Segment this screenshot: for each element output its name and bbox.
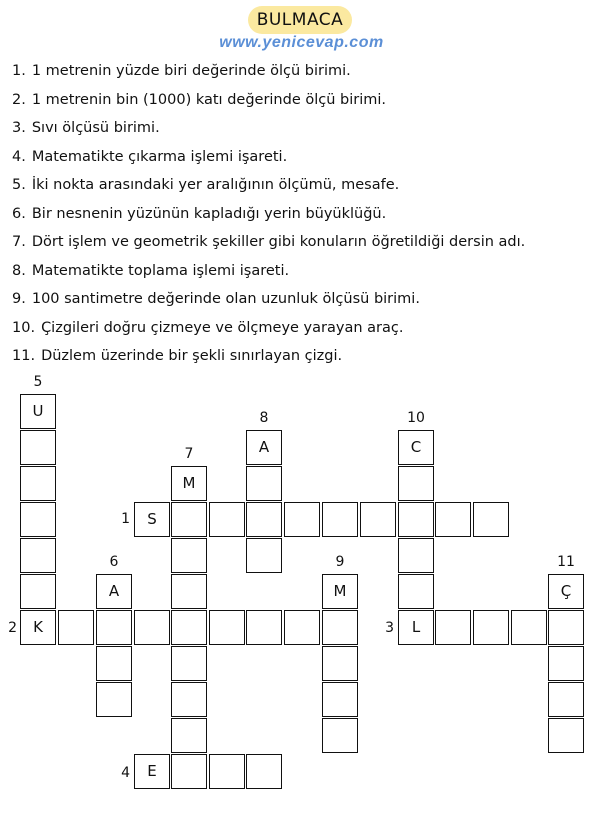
grid-cell[interactable] (246, 754, 282, 789)
clue-number: 2. (12, 91, 26, 108)
grid-cell[interactable] (548, 610, 584, 645)
grid-cell[interactable]: K (20, 610, 56, 645)
grid-cell[interactable] (209, 610, 245, 645)
clue-text: İki nokta arasındaki yer aralığının ölçümü, mesafe. (31, 177, 400, 193)
clue-number: 10. (12, 319, 36, 336)
grid-number-6: 6 (109, 554, 119, 570)
grid-cell[interactable]: U (20, 394, 56, 429)
grid-cell[interactable] (398, 502, 434, 537)
grid-cell[interactable]: L (398, 610, 434, 645)
site-watermark: www.yenicevap.com (219, 34, 384, 51)
grid-cell[interactable] (398, 466, 434, 501)
grid-cell[interactable] (473, 610, 509, 645)
grid-number-3: 3 (385, 620, 394, 636)
clue-text: 1 metrenin bin (1000) katı değerinde ölçü birimi. (31, 91, 387, 108)
grid-number-4: 4 (121, 765, 130, 781)
grid-cell[interactable] (171, 574, 207, 609)
grid-cell[interactable] (20, 574, 56, 609)
clue-text: Düzlem üzerinde bir şekli sınırlayan çizgi. (41, 348, 343, 364)
clue-text: Çizgileri doğru çizmeye ve ölçmeye yarayan araç. (41, 319, 404, 336)
grid-cell[interactable] (322, 718, 358, 753)
grid-cell[interactable] (58, 610, 94, 645)
grid-cell[interactable] (435, 502, 471, 537)
grid-cell[interactable]: A (96, 574, 132, 609)
grid-cell[interactable] (322, 682, 358, 717)
clue-number: 7. (12, 234, 26, 250)
grid-cell[interactable] (473, 502, 509, 537)
grid-cell[interactable] (548, 646, 584, 681)
clue-number: 5. (12, 177, 26, 193)
grid-cell[interactable] (435, 610, 471, 645)
clue-text: Bir nesnenin yüzünün kapladığı yerin büyüklüğü. (31, 205, 387, 222)
grid-cell[interactable] (284, 502, 320, 537)
grid-cell[interactable]: M (171, 466, 207, 501)
grid-cell[interactable] (171, 718, 207, 753)
grid-cell[interactable] (360, 502, 396, 537)
grid-cell[interactable] (171, 682, 207, 717)
grid-cell[interactable] (548, 682, 584, 717)
grid-cell[interactable] (20, 502, 56, 537)
clue-text: Matematikte çıkarma işlemi işareti. (31, 148, 288, 165)
grid-cell[interactable] (20, 538, 56, 573)
clue-number: 11. (12, 348, 36, 364)
clue-text: Matematikte toplama işlemi işareti. (31, 262, 290, 279)
grid-cell[interactable] (398, 538, 434, 573)
grid-cell[interactable]: M (322, 574, 358, 609)
grid-cell[interactable] (511, 610, 547, 645)
grid-cell[interactable] (246, 610, 282, 645)
grid-cell[interactable]: A (246, 430, 282, 465)
grid-cell[interactable] (246, 538, 282, 573)
grid-cell[interactable] (96, 682, 132, 717)
grid-cell[interactable] (171, 646, 207, 681)
grid-cell[interactable] (171, 610, 207, 645)
clue-number: 8. (12, 262, 26, 279)
grid-cell[interactable] (322, 502, 358, 537)
grid-cell[interactable] (171, 538, 207, 573)
grid-cell[interactable] (209, 754, 245, 789)
grid-cell[interactable] (20, 430, 56, 465)
grid-cell[interactable] (171, 502, 207, 537)
clue-number: 6. (12, 205, 26, 222)
grid-cell[interactable] (96, 646, 132, 681)
grid-cell[interactable] (171, 754, 207, 789)
clue-text: 1 metrenin yüzde biri değerinde ölçü birimi. (31, 63, 351, 79)
clue-number: 1. (12, 63, 26, 79)
puzzle-title: BULMACA (248, 6, 352, 34)
grid-cell[interactable]: S (134, 502, 170, 537)
clue-number: 3. (12, 120, 26, 136)
grid-cell[interactable] (322, 646, 358, 681)
grid-cell[interactable] (134, 610, 170, 645)
grid-cell[interactable] (322, 610, 358, 645)
grid-number-2: 2 (8, 620, 17, 636)
grid-cell[interactable] (209, 502, 245, 537)
grid-cell[interactable]: C (398, 430, 434, 465)
clue-text: 100 santimetre değerinde olan uzunluk ölçüsü birimi. (31, 291, 420, 307)
grid-cell[interactable] (96, 610, 132, 645)
grid-cell[interactable] (246, 502, 282, 537)
grid-cell[interactable] (398, 574, 434, 609)
grid-number-5: 5 (33, 374, 43, 390)
clue-number: 9. (12, 291, 26, 307)
grid-number-1: 1 (121, 511, 130, 527)
clue-text: Dört işlem ve geometrik şekiller gibi konuların öğretildiği dersin adı. (31, 234, 526, 250)
grid-cell[interactable]: Ç (548, 574, 584, 609)
clue-number: 4. (12, 148, 26, 165)
grid-cell[interactable] (20, 466, 56, 501)
grid-cell[interactable] (246, 466, 282, 501)
grid-number-8: 8 (259, 410, 269, 426)
grid-cell[interactable] (284, 610, 320, 645)
grid-cell[interactable] (548, 718, 584, 753)
grid-cell[interactable]: E (134, 754, 170, 789)
grid-number-11: 11 (557, 554, 575, 570)
grid-number-7: 7 (184, 446, 194, 462)
grid-number-9: 9 (335, 554, 345, 570)
clue-text: Sıvı ölçüsü birimi. (31, 120, 160, 136)
grid-number-10: 10 (407, 410, 425, 426)
